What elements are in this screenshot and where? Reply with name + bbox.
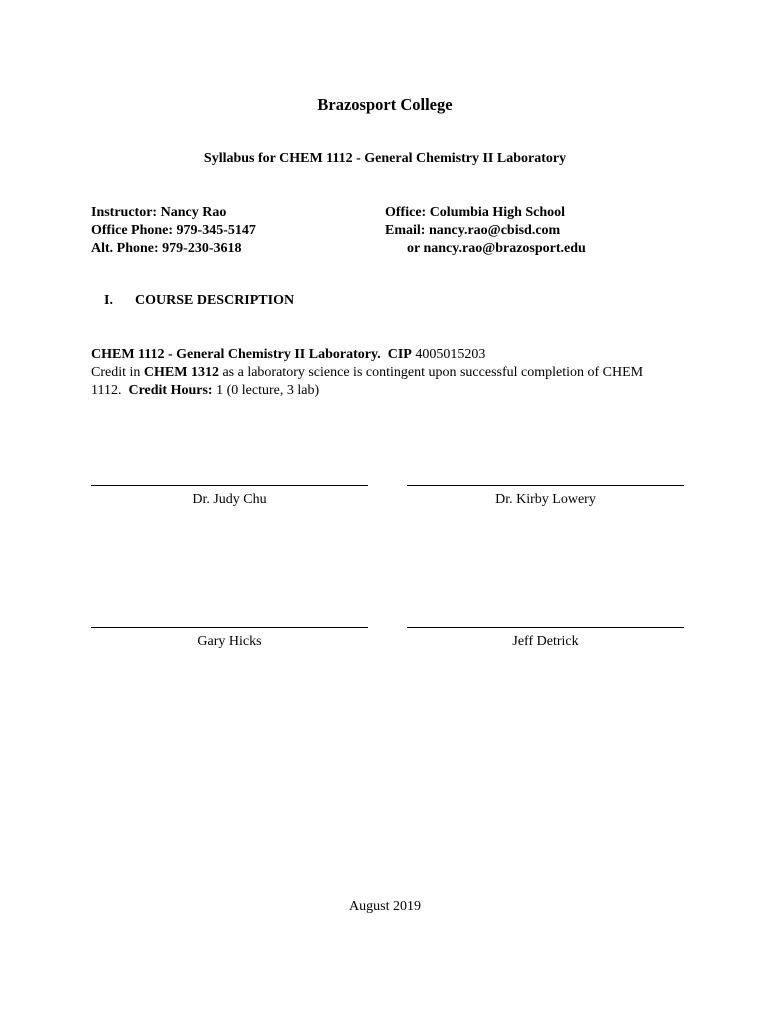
signature-block: [91, 485, 368, 509]
office-location: Office: Columbia High School: [385, 205, 566, 220]
signature-block: [407, 627, 684, 651]
signature-line: [91, 627, 368, 628]
institution-title: Brazosport College: [317, 95, 453, 114]
course-description: [91, 346, 651, 400]
email-alternate: or nancy.rao@brazosport.edu: [407, 241, 586, 256]
signature-block: [407, 485, 684, 509]
section-title: COURSE DESCRIPTION: [135, 293, 295, 308]
signature-name: Gary Hicks: [197, 634, 262, 649]
alt-phone: Alt. Phone: 979-230-3618: [91, 241, 242, 256]
syllabus-date: August 2019: [349, 899, 421, 914]
credit-course: CHEM 1312: [143, 365, 219, 380]
instructor-contact: [91, 204, 256, 258]
signature-name: Jeff Detrick: [512, 634, 579, 649]
office-contact: [385, 204, 586, 258]
signature-name: Dr. Judy Chu: [192, 492, 267, 507]
syllabus-title: Syllabus for CHEM 1112 - General Chemistry II Laboratory: [203, 151, 567, 166]
office-phone: Office Phone: 979-345-5147: [91, 223, 256, 238]
email-primary: Email: nancy.rao@cbisd.com: [385, 223, 561, 238]
cip-value: 4005015203: [415, 347, 486, 362]
instructor-name: Instructor: Nancy Rao: [91, 205, 227, 220]
signature-line: [91, 485, 368, 486]
cip-label: CIP: [387, 347, 412, 362]
section-number: I.: [104, 293, 113, 308]
signature-line: [407, 627, 684, 628]
signature-block: [91, 627, 368, 651]
credit-prefix: Credit in: [91, 365, 141, 380]
credit-hours-label: Credit Hours:: [128, 383, 213, 398]
credit-text: as a laboratory science is contingent upon successful completion of CHEM 1112.: [91, 365, 644, 398]
signature-line: [407, 485, 684, 486]
credit-hours-value: 1 (0 lecture, 3 lab): [216, 383, 320, 398]
signature-name: Dr. Kirby Lowery: [495, 492, 596, 507]
section-heading: [104, 293, 294, 309]
course-name: CHEM 1112 - General Chemistry II Laboratory.: [91, 347, 381, 362]
